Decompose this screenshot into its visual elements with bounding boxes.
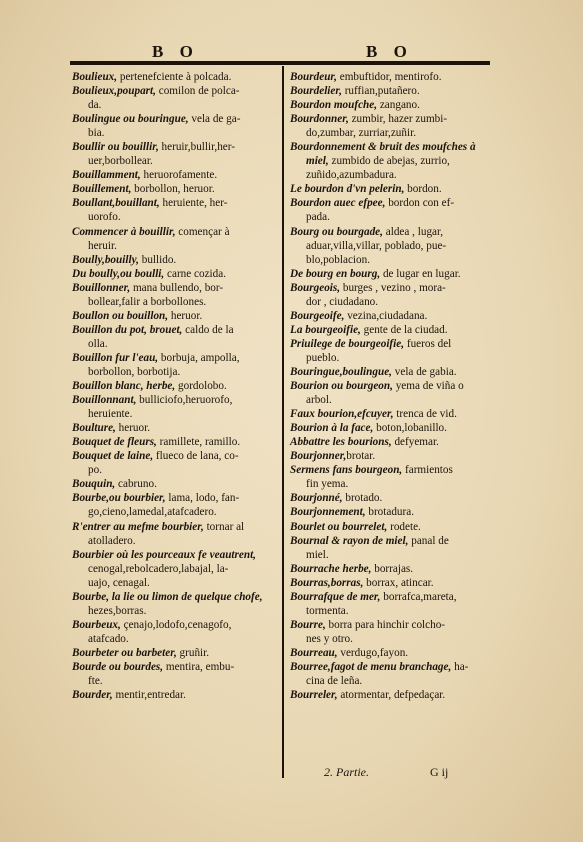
dictionary-entry xyxy=(72,140,272,168)
entry-continuation xyxy=(72,632,272,646)
entry-headword: Bourbeter ou barbeter, xyxy=(72,646,177,659)
entry-continuation-text: tormenta. xyxy=(306,604,349,617)
entry-headword: R'entrer au mefme bourbier, xyxy=(72,520,204,533)
entry-headword: Bourbe,ou bourbier, xyxy=(72,492,166,505)
entry-continuation xyxy=(290,393,490,407)
header-left: B O xyxy=(152,42,199,61)
dictionary-entry xyxy=(72,393,272,421)
right-column xyxy=(290,70,490,702)
dictionary-entry xyxy=(72,225,272,253)
entry-definition: gordolobo. xyxy=(175,380,227,393)
entry-continuation xyxy=(290,295,490,309)
entry-continuation-text: nes y otro. xyxy=(306,632,353,645)
entry-headword: Priuilege de bourgeoifie, xyxy=(290,337,405,350)
entry-continuation xyxy=(290,604,490,618)
entry-definition: çenajo,lodofo,cenagofo, xyxy=(120,618,232,631)
entry-definition: tornar al xyxy=(203,520,245,533)
entry-headword: Boullir ou bouillir, xyxy=(72,141,159,154)
dictionary-entry xyxy=(72,618,272,646)
entry-continuation-text: dor , ciudadano. xyxy=(306,295,379,308)
entry-headword: Le bourdon d'vn pelerin, xyxy=(290,183,405,196)
entry-definition: mentir,entredar. xyxy=(112,689,186,702)
entry-continuation-text: cina de leña. xyxy=(306,675,363,688)
entry-headword: Boullant,bouillant, xyxy=(72,197,160,210)
entry-definition: heruor. xyxy=(168,309,203,322)
entry-definition: ruffian,putañero. xyxy=(341,85,420,98)
entry-continuation xyxy=(72,154,272,168)
entry-definition: carne cozida. xyxy=(164,267,227,280)
entry-headword: Bourdelier, xyxy=(290,85,342,98)
entry-headword: Boulieux,poupart, xyxy=(72,85,156,98)
entry-definition: atormentar, defpedaçar. xyxy=(337,689,446,702)
entry-headword: Bouillon blanc, herbe, xyxy=(72,380,176,393)
entry-headword: Bourdon moufche, xyxy=(290,99,378,112)
entry-continuation-text: heruir. xyxy=(88,239,117,252)
entry-continuation-text: olla. xyxy=(88,337,108,350)
entry-definition: embuftidor, mentirofo. xyxy=(336,71,442,83)
entry-continuation xyxy=(72,407,272,421)
entry-continuation-text: heruiente. xyxy=(88,408,133,421)
entry-headword-continuation: miel, xyxy=(306,155,329,168)
entry-continuation-text: do,zumbar, zurriar,zuñir. xyxy=(306,127,416,140)
dictionary-entry xyxy=(72,281,272,309)
entry-headword: Bourdonnement & bruit des moufches à xyxy=(290,141,476,154)
dictionary-entry xyxy=(72,548,272,590)
entry-definition: farmientos xyxy=(402,464,453,477)
dictionary-entry xyxy=(72,84,272,112)
dictionary-entry xyxy=(72,660,272,688)
entry-continuation xyxy=(72,210,272,224)
entry-continuation xyxy=(72,126,272,140)
entry-continuation-text: da. xyxy=(88,99,102,112)
dictionary-entry xyxy=(290,534,490,562)
entry-headword: Bourdonner, xyxy=(290,113,349,126)
entry-continuation-text: bia. xyxy=(88,127,105,140)
dictionary-entry xyxy=(72,182,272,196)
dictionary-entry xyxy=(290,646,490,660)
entry-continuation-text: cenogal,rebolcadero,labajal, la- xyxy=(88,562,229,575)
dictionary-entry xyxy=(72,435,272,449)
entry-continuation-text: atafcado. xyxy=(88,632,129,645)
entry-headword: Bourree,fagot de menu branchage, xyxy=(290,660,452,673)
header-rule xyxy=(70,61,490,65)
dictionary-entry xyxy=(290,70,490,84)
entry-definition: borrajas. xyxy=(371,562,414,575)
entry-definition: borrafca,mareta, xyxy=(380,590,457,603)
entry-continuation-text: fin yema. xyxy=(306,478,349,491)
entry-continuation xyxy=(72,239,272,253)
left-column xyxy=(72,70,272,702)
dictionary-entry xyxy=(290,281,490,309)
dictionary-entry xyxy=(72,351,272,379)
entry-definition: vezina,ciudadana. xyxy=(344,309,428,322)
entry-headword: Boulieux, xyxy=(72,71,118,83)
entry-continuation-text: uorofo. xyxy=(88,211,121,224)
entry-headword: Sermens fans bourgeon, xyxy=(290,464,403,477)
entry-definition: rodete. xyxy=(387,520,421,533)
entry-continuation-text: arbol. xyxy=(306,394,332,407)
dictionary-entry xyxy=(72,449,272,477)
entry-headword: Du boully,ou boulli, xyxy=(72,267,165,280)
dictionary-entry xyxy=(290,463,490,491)
entry-headword: Bouillonner, xyxy=(72,281,131,294)
entry-continuation xyxy=(72,98,272,112)
entry-continuation-text: pueblo. xyxy=(306,351,340,364)
entry-definition: vela de gabia. xyxy=(391,365,457,378)
dictionary-entry xyxy=(72,267,272,281)
dictionary-entry xyxy=(290,379,490,407)
entry-definition: heruiente, her- xyxy=(159,197,228,210)
dictionary-entry xyxy=(72,309,272,323)
entry-headword: Bourre, xyxy=(290,618,326,631)
dictionary-entry xyxy=(290,323,490,337)
entry-definition: començar à xyxy=(175,225,230,238)
dictionary-entry xyxy=(72,491,272,519)
entry-definition: bullido. xyxy=(138,253,177,266)
entry-headword: Boullon ou bouillon, xyxy=(72,309,169,322)
dictionary-entry xyxy=(72,168,272,182)
entry-headword: Bourrafque de mer, xyxy=(290,590,381,603)
entry-continuation-text: hezes,borras. xyxy=(88,604,147,617)
entry-definition: borrax, atincar. xyxy=(363,576,434,589)
dictionary-entry xyxy=(72,646,272,660)
entry-continuation: zuñido,azumbadura. xyxy=(306,169,397,182)
entry-continuation xyxy=(290,548,490,562)
entry-continuation-text: borbollon, borbotija. xyxy=(88,365,181,378)
entry-definition: lama, lodo, fan- xyxy=(165,492,240,505)
entry-definition: ha- xyxy=(451,660,469,673)
entry-definition: aldea , lugar, xyxy=(382,225,444,238)
dictionary-entry xyxy=(290,660,490,688)
entry-headword: Bouquet de fleurs, xyxy=(72,436,157,449)
footer-part: 2. Partie. xyxy=(324,765,369,779)
entry-continuation: uajo, cenagal. xyxy=(88,576,150,589)
entry-headword: Bouringue,boulingue, xyxy=(290,365,392,378)
dictionary-entry xyxy=(290,435,490,449)
entry-headword: Bourdon auec efpee, xyxy=(290,197,386,210)
entry-definition: caldo de la xyxy=(182,323,234,336)
entry-definition: heruorofamente. xyxy=(140,169,218,182)
dictionary-entry xyxy=(72,379,272,393)
entry-headword: Bouquin, xyxy=(72,478,116,491)
entry-continuation xyxy=(290,351,490,365)
entry-continuation xyxy=(72,604,272,618)
dictionary-entry xyxy=(290,309,490,323)
entry-definition: borbollon, heruor. xyxy=(131,183,215,196)
entry-headword: Boulture, xyxy=(72,422,116,435)
entry-definition: panal de xyxy=(408,534,449,547)
entry-headword: Bourbier où les pourceaux fe veautrent, xyxy=(72,548,256,561)
entry-headword: Bouillon du pot, brouet, xyxy=(72,323,183,336)
entry-definition: mentira, embu- xyxy=(163,660,235,673)
footer-signature: G ij xyxy=(430,765,449,779)
entry-headword: Bouillamment, xyxy=(72,169,141,182)
entry-headword: Bourjonner, xyxy=(290,450,347,463)
entry-headword: Bourder, xyxy=(72,689,113,702)
entry-continuation xyxy=(290,477,490,491)
dictionary-entry xyxy=(290,505,490,519)
entry-continuation xyxy=(72,295,272,309)
dictionary-entry xyxy=(290,112,490,140)
entry-definition: de lugar en lugar. xyxy=(380,267,461,280)
dictionary-entry xyxy=(290,491,490,505)
dictionary-entry xyxy=(72,477,272,491)
entry-continuation xyxy=(72,365,272,379)
entry-headword: Abbattre les bourions, xyxy=(290,436,392,449)
entry-headword: Bourion ou bourgeon, xyxy=(290,380,393,393)
entry-continuation xyxy=(290,632,490,646)
entry-headword: Boulingue ou bouringue, xyxy=(72,113,189,126)
entry-headword: Bourgeois, xyxy=(290,281,341,294)
entry-definition: fueros del xyxy=(404,337,452,350)
entry-continuation xyxy=(72,534,272,548)
entry-headword: Bourras,borras, xyxy=(290,576,364,589)
entry-headword: Bourgeoife, xyxy=(290,309,345,322)
dictionary-entry xyxy=(290,196,490,224)
entry-headword: Bourreler, xyxy=(290,689,338,702)
dictionary-entry xyxy=(290,520,490,534)
entry-definition: bulliciofo,heruorofo, xyxy=(136,394,233,407)
entry-definition: cabruno. xyxy=(115,478,157,491)
dictionary-entry xyxy=(72,323,272,351)
entry-definition: gente de la ciudad. xyxy=(360,323,448,336)
entry-definition: bordon con ef- xyxy=(385,197,455,210)
entry-headword: Bourg ou bourgade, xyxy=(290,225,383,238)
entry-definition: yema de viña o xyxy=(392,380,464,393)
dictionary-entry xyxy=(290,337,490,365)
entry-continuation xyxy=(72,674,272,688)
dictionary-entry xyxy=(72,421,272,435)
entry-continuation xyxy=(290,154,490,168)
dictionary-entry xyxy=(290,576,490,590)
entry-continuation-text: fte. xyxy=(88,675,103,688)
entry-headword: Bournal & rayon de miel, xyxy=(290,534,409,547)
entry-continuation xyxy=(72,337,272,351)
entry-continuation-text: bollear,falir a borbollones. xyxy=(88,295,207,308)
entry-headword: Faux bourion,efcuyer, xyxy=(290,408,394,421)
entry-headword: Bourjonnement, xyxy=(290,506,366,519)
entry-definition: defyemar. xyxy=(391,436,439,449)
entry-continuation xyxy=(72,505,272,519)
entry-definition: borbuja, ampolla, xyxy=(158,351,240,364)
entry-continuation xyxy=(290,674,490,688)
dictionary-entry xyxy=(290,365,490,379)
entry-definition: heruor. xyxy=(115,422,151,435)
entry-headword: Bourion à la face, xyxy=(290,422,374,435)
entry-definition: zangano. xyxy=(377,99,420,112)
entry-continuation-text: po. xyxy=(88,464,102,477)
entry-headword: Bourjonné, xyxy=(290,492,343,505)
entry-continuation xyxy=(290,239,490,253)
entry-headword: Bouillement, xyxy=(72,183,132,196)
entry-continuation: blo,poblacion. xyxy=(306,253,371,266)
dictionary-entry xyxy=(72,253,272,267)
dictionary-entry xyxy=(290,84,490,98)
dictionary-entry xyxy=(72,70,272,84)
entry-headword: Bouquet de laine, xyxy=(72,450,154,463)
column-divider xyxy=(282,66,284,778)
entry-headword: Bourrache herbe, xyxy=(290,562,372,575)
entry-headword: Bourde ou bourdes, xyxy=(72,660,164,673)
entry-headword: Bourlet ou bourrelet, xyxy=(290,520,388,533)
entry-continuation-text: uer,borbollear. xyxy=(88,155,153,168)
entry-definition: zumbir, hazer zumbi- xyxy=(348,113,448,126)
dictionary-entry xyxy=(290,618,490,646)
entry-continuation xyxy=(72,562,272,576)
dictionary-entry xyxy=(290,98,490,112)
entry-definition: borra para hinchir colcho- xyxy=(325,618,446,631)
entry-continuation-text: miel. xyxy=(306,548,329,561)
entry-definition: boton,lobanillo. xyxy=(373,422,447,435)
dictionary-entry xyxy=(290,182,490,196)
entry-definition: flueco de lana, co- xyxy=(153,450,239,463)
entry-definition: bordon. xyxy=(404,183,442,196)
entry-headword: De bourg en bourg, xyxy=(290,267,381,280)
dictionary-entry xyxy=(290,421,490,435)
entry-headword: Bourbeux, xyxy=(72,618,121,631)
entry-definition: brotadura. xyxy=(365,506,415,519)
dictionary-entry xyxy=(72,590,272,618)
entry-headword: Bourbe, la lie ou limon de quelque chofe, xyxy=(72,590,263,603)
dictionary-entry xyxy=(290,140,490,182)
dictionary-entry xyxy=(290,590,490,618)
entry-continuation-text: atolladero. xyxy=(88,534,136,547)
entry-continuation-text: aduar,villa,villar, poblado, pue- xyxy=(306,239,447,252)
entry-definition: trenca de vid. xyxy=(393,408,457,421)
entry-continuation-text: go,cieno,lamedal,atafcadero. xyxy=(88,506,217,519)
header-right: B O xyxy=(366,42,413,61)
dictionary-entry xyxy=(72,112,272,140)
entry-definition: mana bullendo, bor- xyxy=(130,281,224,294)
entry-headword: La bourgeoifie, xyxy=(290,323,361,336)
entry-continuation xyxy=(290,126,490,140)
dictionary-entry xyxy=(290,688,490,702)
dictionary-entry xyxy=(72,688,272,702)
entry-headword: Bourreau, xyxy=(290,646,338,659)
entry-definition: heruir,bullir,her- xyxy=(158,141,235,154)
dictionary-entry xyxy=(290,407,490,421)
entry-headword: Bouillonnant, xyxy=(72,394,137,407)
dictionary-entry xyxy=(72,520,272,548)
dictionary-entry xyxy=(290,449,490,463)
entry-definition: brotado. xyxy=(342,492,383,505)
dictionary-entry xyxy=(72,196,272,224)
entry-definition: comilon de polca- xyxy=(155,85,240,98)
entry-definition: pertenefciente à polcada. xyxy=(117,71,232,83)
entry-headword: Boully,bouilly, xyxy=(72,253,139,266)
entry-headword: Commencer à bouillir, xyxy=(72,225,176,238)
dictionary-entry xyxy=(290,225,490,267)
entry-definition: verdugo,fayon. xyxy=(337,646,409,659)
entry-definition: burges , vezino , mora- xyxy=(340,281,446,294)
entry-continuation-text: zumbido de abejas, zurrio, xyxy=(328,155,450,168)
entry-definition: gruñir. xyxy=(176,646,210,659)
dictionary-entry xyxy=(290,562,490,576)
entry-definition: brotar. xyxy=(346,450,376,463)
entry-definition: vela de ga- xyxy=(188,113,241,126)
entry-headword: Bouillon fur l'eau, xyxy=(72,351,159,364)
entry-definition: ramillete, ramillo. xyxy=(156,436,241,449)
entry-continuation xyxy=(72,463,272,477)
dictionary-entry xyxy=(290,267,490,281)
entry-continuation-text: pada. xyxy=(306,211,330,224)
entry-headword: Bourdeur, xyxy=(290,71,337,83)
entry-continuation xyxy=(290,210,490,224)
